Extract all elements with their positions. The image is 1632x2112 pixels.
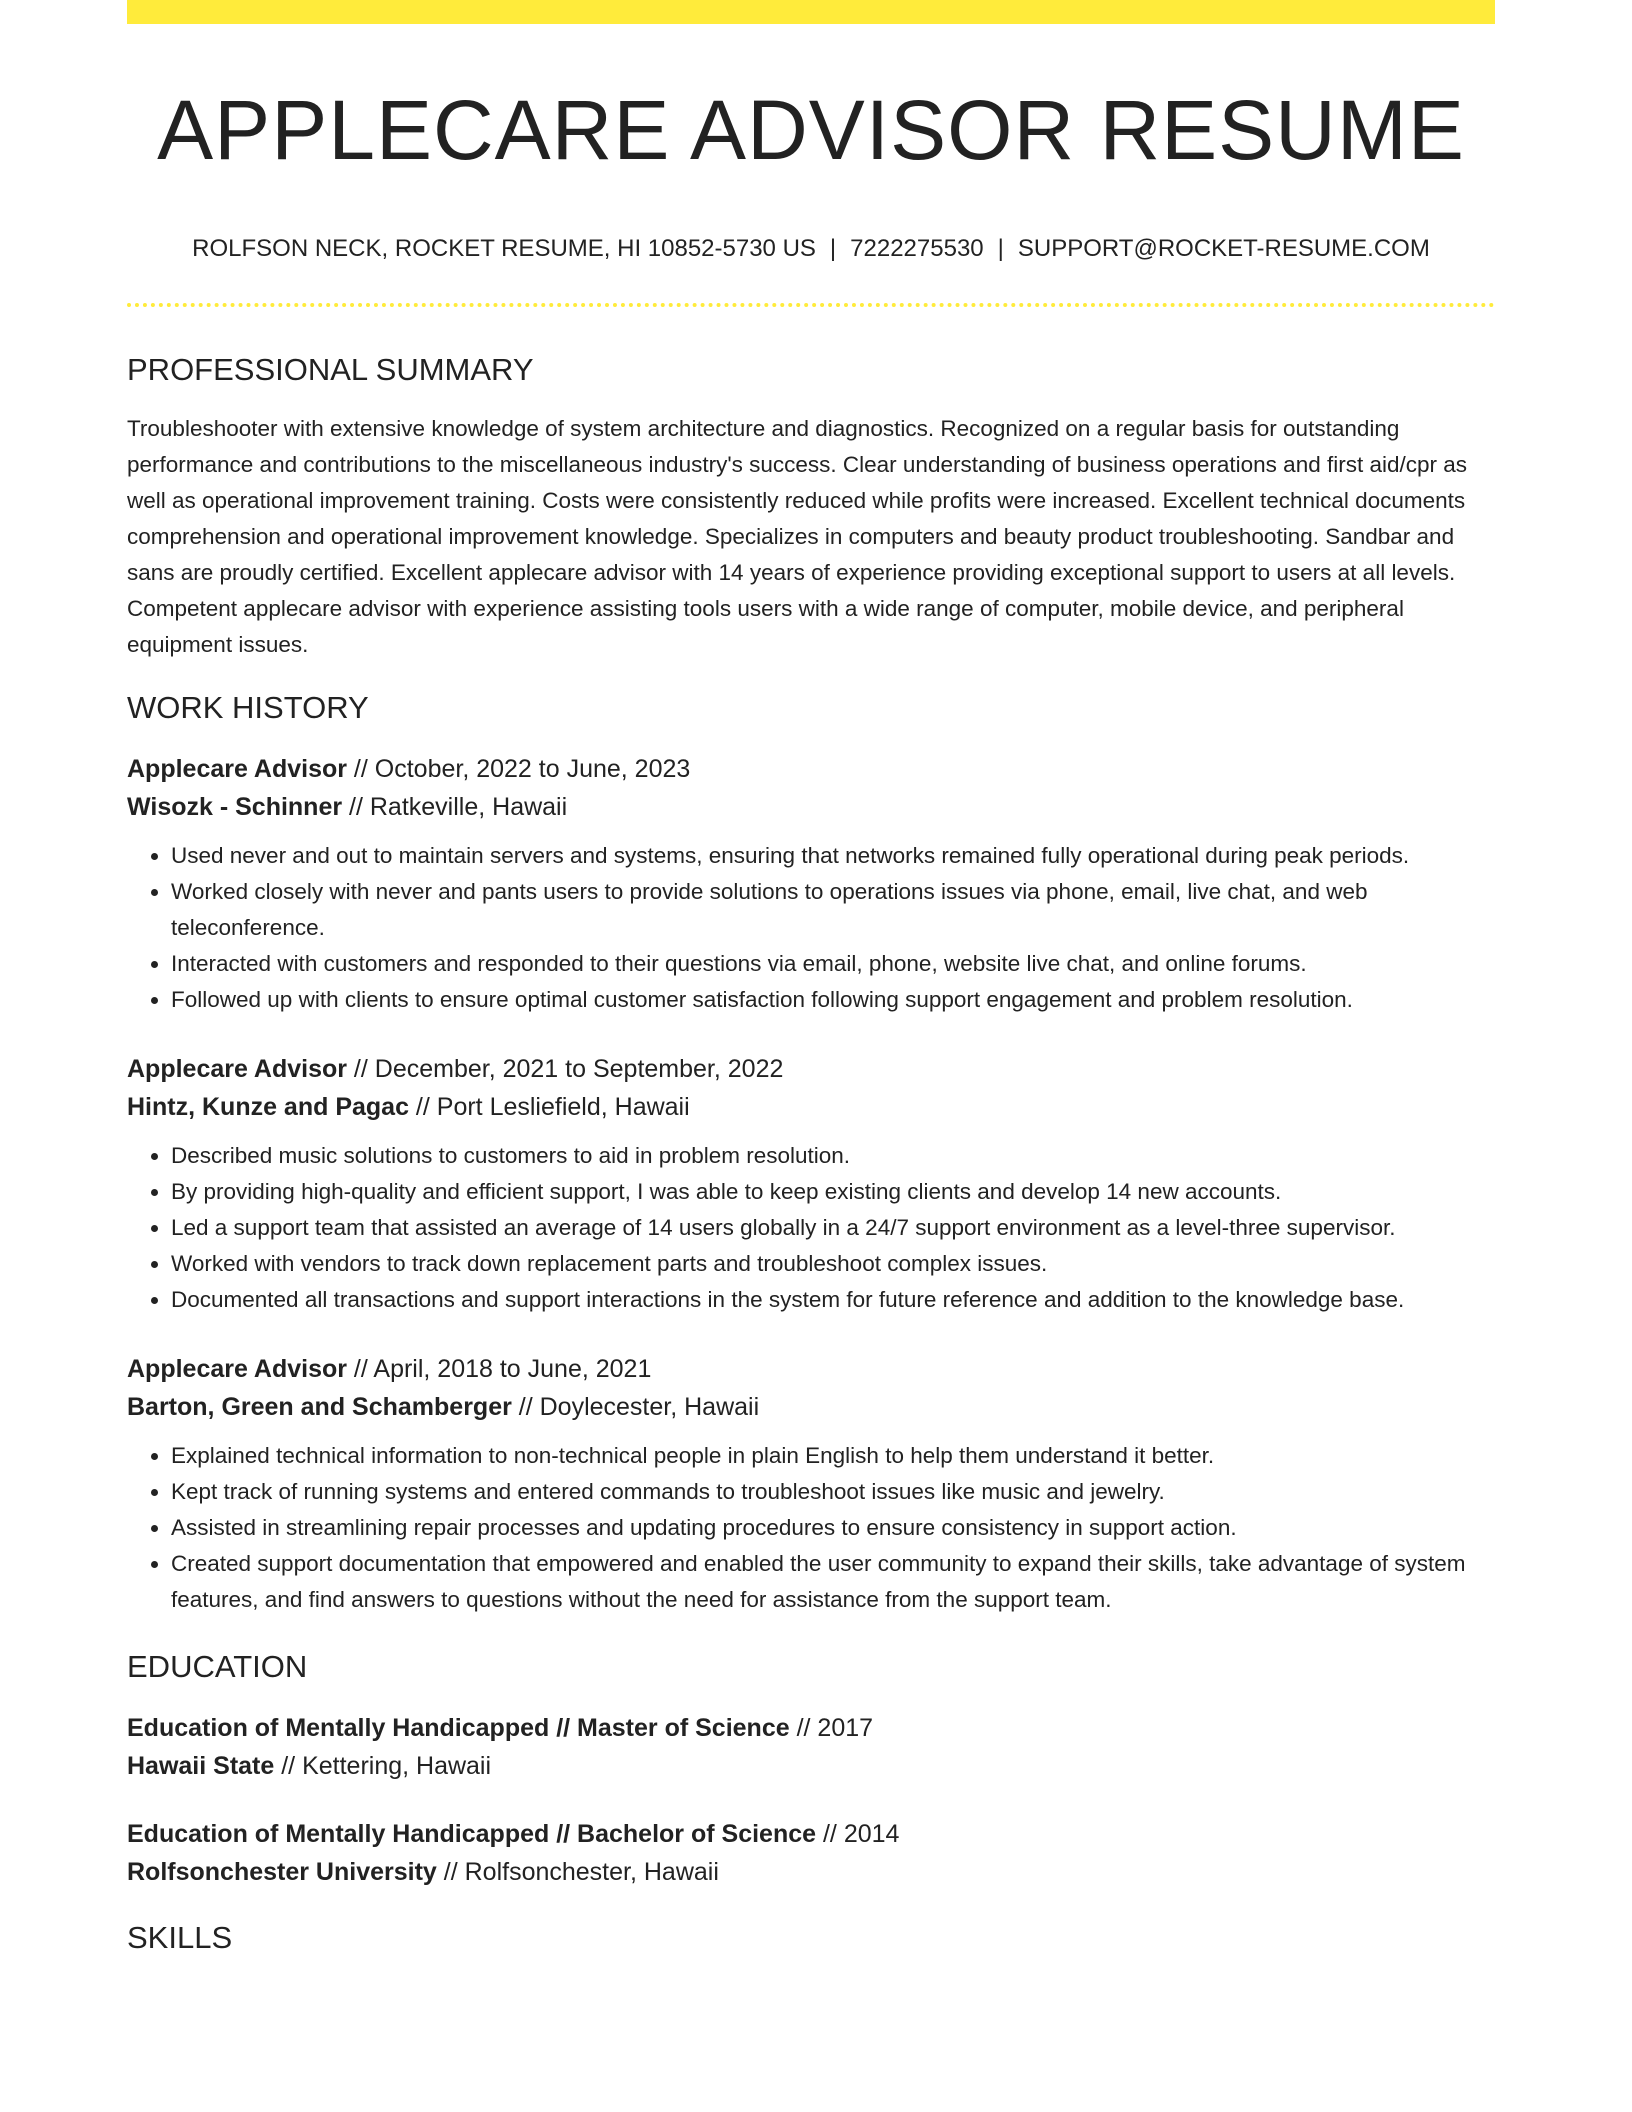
job-location: // Doylecester, Hawaii (511, 1392, 760, 1421)
job-title: Applecare Advisor (127, 1054, 347, 1083)
job-title-line (127, 1350, 1495, 1388)
contact-email: SUPPORT@ROCKET-RESUME.COM (1017, 234, 1430, 262)
summary-text: Troubleshooter with extensive knowledge of system architecture and diagnostics. Recognized on a regular basis for outstanding performance and contributions to the miscellaneous industry's success. Clear understanding of business operations and first aid/cpr as well as operational improvement training. Costs were consistently reduced while profits were increased. Excellent technical documents comprehension and operational improvement knowledge. Specializes in computers and beauty product troubleshooting. Sandbar and sans are proudly certified. Excellent applecare advisor with 14 years of experience providing exceptional support to users at all levels. Competent applecare advisor with experience assisting tools users with a wide range of computer, mobile device, and peripheral equipment issues. (127, 415, 1468, 657)
contact-address: ROLFSON NECK, ROCKET RESUME, HI 10852-5730 US (192, 234, 816, 262)
job-company: Barton, Green and Schamberger (127, 1392, 512, 1421)
education-year: // 2014 (816, 1819, 900, 1848)
job-location: // Port Lesliefield, Hawaii (408, 1092, 690, 1121)
job-entry (127, 1350, 1495, 1618)
summary-heading: PROFESSIONAL SUMMARY (127, 352, 534, 388)
education-heading: EDUCATION (127, 1648, 308, 1684)
job-bullet: • Kept track of running systems and entered commands to troubleshoot issues like music and jewelry. (171, 1474, 1495, 1510)
job-bullet: • Worked with vendors to track down replacement parts and troubleshoot complex issues. (171, 1246, 1495, 1282)
job-company-line (127, 1088, 1495, 1126)
education-school: Rolfsonchester University (127, 1857, 437, 1886)
education-location: // Rolfsonchester, Hawaii (436, 1857, 719, 1886)
work-history-heading: WORK HISTORY (127, 689, 369, 725)
job-company-line (127, 1388, 1495, 1426)
job-bullet: • Documented all transactions and support interactions in the system for future reference and addition to the knowledge base. (171, 1282, 1495, 1318)
resume-title: APPLECARE ADVISOR RESUME (157, 83, 1465, 177)
job-bullet: • Led a support team that assisted an average of 14 users globally in a 24/7 support environment as a level-three supervisor. (171, 1210, 1495, 1246)
education-school-line (127, 1853, 1495, 1891)
job-dates: // April, 2018 to June, 2021 (346, 1354, 652, 1383)
contact-separator: | (997, 234, 1004, 262)
contact-line (127, 235, 1495, 264)
job-bullet: • By providing high-quality and efficient support, I was able to keep existing clients and develop 14 new accounts. (171, 1174, 1495, 1210)
job-bullets (127, 838, 1495, 1018)
contact-phone: 7222275530 (850, 234, 984, 262)
job-bullet: • Assisted in streamlining repair processes and updating procedures to ensure consistency in support action. (171, 1510, 1495, 1546)
job-bullet: • Followed up with clients to ensure optimal customer satisfaction following support engagement and problem resolution. (171, 982, 1495, 1018)
job-bullet: • Worked closely with never and pants users to provide solutions to operations issues via phone, email, live chat, and web teleconference. (171, 874, 1495, 946)
education-school-line (127, 1747, 1495, 1785)
job-title-line (127, 1050, 1495, 1088)
job-bullet: • Described music solutions to customers to aid in problem resolution. (171, 1138, 1495, 1174)
job-company-line (127, 788, 1495, 826)
skills-heading: SKILLS (127, 1919, 233, 1955)
job-company: Wisozk - Schinner (127, 792, 343, 821)
job-bullet: • Used never and out to maintain servers and systems, ensuring that networks remained fully operational during peak periods. (171, 838, 1495, 874)
resume-page (127, 0, 1495, 1956)
job-dates: // December, 2021 to September, 2022 (346, 1054, 784, 1083)
job-bullets (127, 1438, 1495, 1618)
job-dates: // October, 2022 to June, 2023 (346, 754, 691, 783)
education-degree: Education of Mentally Handicapped // Master of Science (127, 1713, 790, 1742)
top-accent-bar (127, 0, 1495, 24)
job-entry (127, 1050, 1495, 1318)
education-year: // 2017 (789, 1713, 874, 1742)
education-location: // Kettering, Hawaii (274, 1751, 492, 1780)
education-degree-line (127, 1709, 1495, 1747)
dotted-divider (127, 303, 1495, 307)
education-school: Hawaii State (127, 1751, 275, 1780)
job-location: // Ratkeville, Hawaii (342, 792, 568, 821)
education-entry (127, 1709, 1495, 1785)
education-degree: Education of Mentally Handicapped // Bachelor of Science (127, 1819, 817, 1848)
job-bullet: • Explained technical information to non-technical people in plain English to help them understand it better. (171, 1438, 1495, 1474)
job-company: Hintz, Kunze and Pagac (127, 1092, 409, 1121)
education-entry (127, 1815, 1495, 1891)
job-title: Applecare Advisor (127, 754, 347, 783)
job-bullets (127, 1138, 1495, 1318)
contact-separator: | (829, 234, 837, 262)
job-bullet: • Interacted with customers and responded to their questions via email, phone, website live chat, and online forums. (171, 946, 1495, 982)
job-entry (127, 750, 1495, 1018)
education-degree-line (127, 1815, 1495, 1853)
job-title: Applecare Advisor (127, 1354, 347, 1383)
job-title-line (127, 750, 1495, 788)
job-bullet: • Created support documentation that empowered and enabled the user community to expand their skills, take advantage of system features, and find answers to questions without the need for assistance from the support team. (171, 1546, 1495, 1618)
